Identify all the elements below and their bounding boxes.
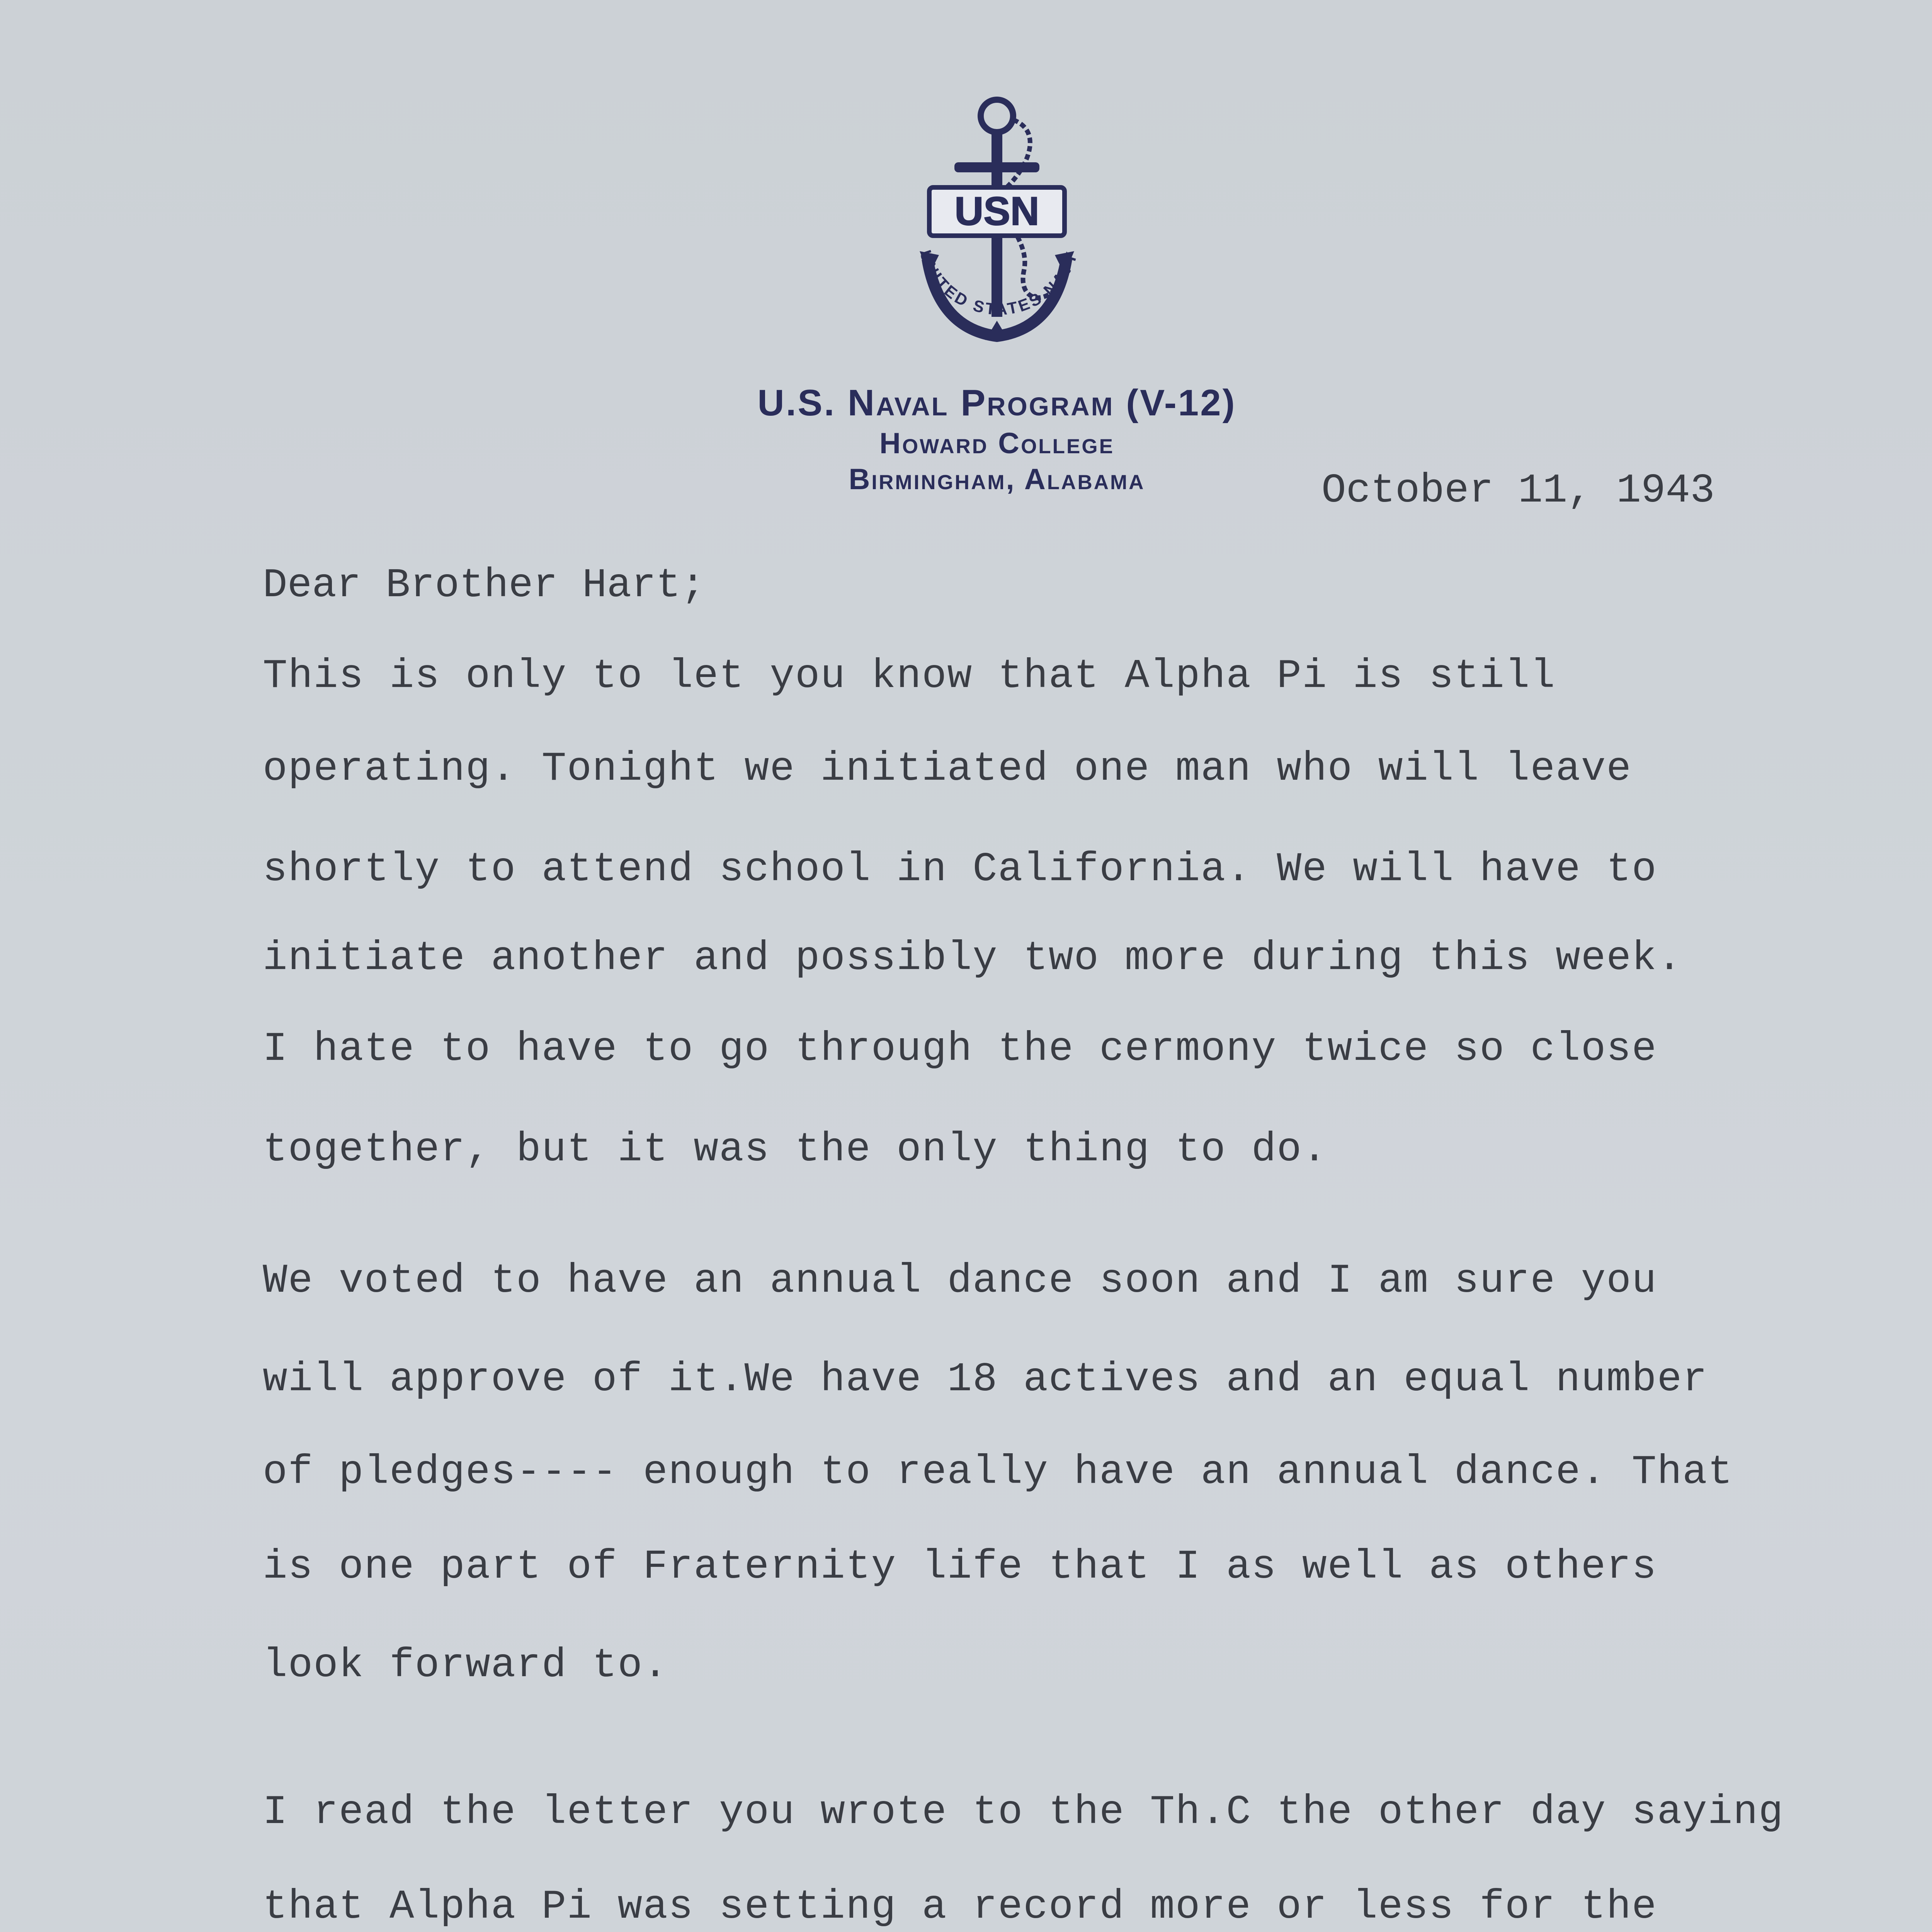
body-line: that Alpha Pi was setting a record more or less for the	[263, 1884, 1657, 1930]
salutation: Dear Brother Hart;	[263, 562, 705, 609]
body-line: will approve of it.We have 18 actives and an equal number	[263, 1356, 1708, 1403]
body-line: operating. Tonight we initiated one man who will leave	[263, 746, 1632, 792]
body-line: This is only to let you know that Alpha Pi is still	[263, 653, 1556, 699]
body-line: I read the letter you wrote to the Th.C the other day saying	[263, 1789, 1784, 1835]
body-line: of pledges---- enough to really have an annual dance. That	[263, 1449, 1733, 1495]
usn-letters: USN	[954, 189, 1039, 234]
letterhead-college: Howard College	[879, 427, 1114, 460]
letterhead-program: U.S. Naval Program (V-12)	[757, 382, 1236, 423]
letterhead-city: Birmingham, Alabama	[849, 463, 1145, 496]
usn-anchor-emblem-icon	[862, 89, 1132, 375]
body-line: I hate to have to go through the cermony twice so close	[263, 1026, 1657, 1072]
body-line: look forward to.	[263, 1642, 668, 1689]
body-line: shortly to attend school in California. We will have to	[263, 846, 1657, 893]
letterhead	[603, 89, 1391, 496]
body-line: We voted to have an annual dance soon and I am sure you	[263, 1258, 1657, 1304]
body-line: together, but it was the only thing to do.	[263, 1126, 1328, 1173]
usn-ring-text: UNITED STATES NAVY	[916, 248, 1082, 318]
body-line: initiate another and possibly two more during this week.	[263, 935, 1683, 981]
body-line: is one part of Fraternity life that I as well as others	[263, 1544, 1657, 1590]
letter-date: October 11, 1943	[1321, 468, 1715, 514]
